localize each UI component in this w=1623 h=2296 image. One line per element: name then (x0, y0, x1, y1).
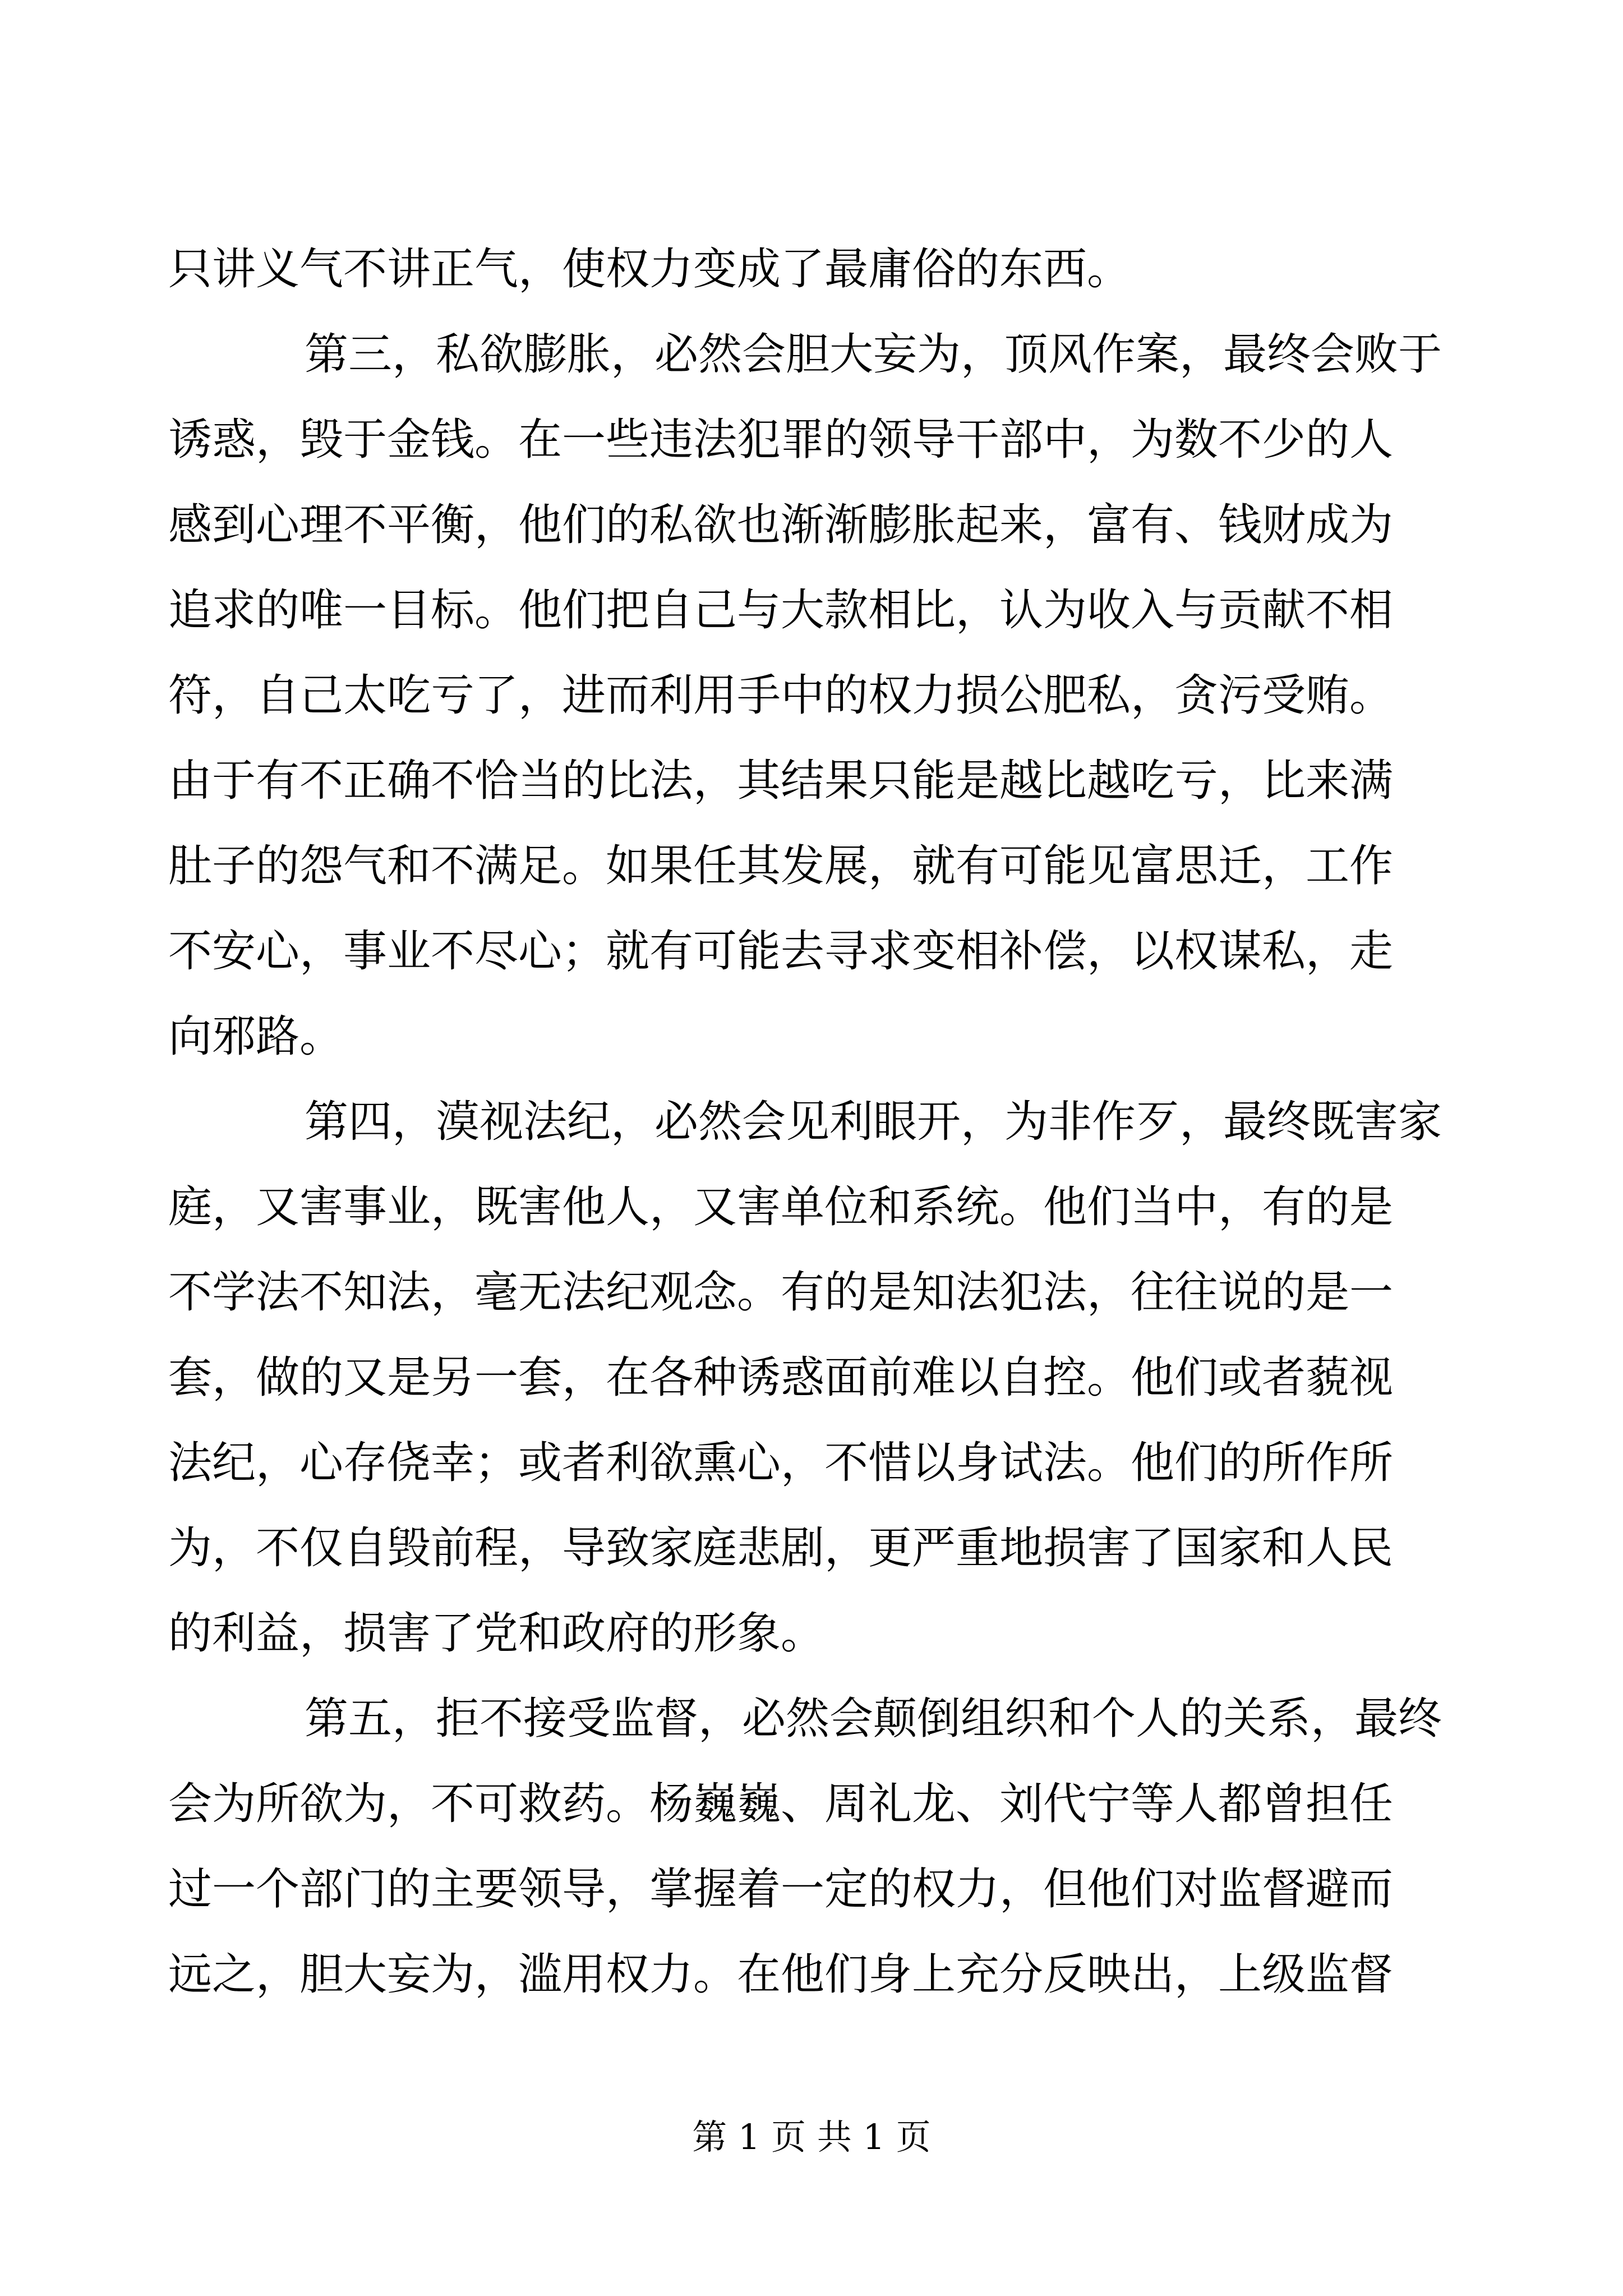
text-line-15: 法纪，心存侥幸；或者利欲熏心，不惜以身试法。他们的所作所 (168, 1438, 1394, 1488)
text-line-17: 的利益，损害了党和政府的形象。 (168, 1608, 825, 1659)
text-line-4: 感到心理不平衡，他们的私欲也渐渐膨胀起来，富有、钱财成为 (168, 500, 1394, 550)
text-line-3: 诱惑，毁于金钱。在一些违法犯罪的领导干部中，为数不少的人 (168, 415, 1394, 465)
page-number-label: 第 1 页 共 1 页 (692, 2116, 931, 2157)
text-line-21: 远之，胆大妄为，滥用权力。在他们身上充分反映出，上级监督 (168, 1949, 1394, 2000)
text-line-9: 不安心，事业不尽心；就有可能去寻求变相补偿，以权谋私，走 (168, 926, 1394, 977)
text-line-10: 向邪路。 (168, 1011, 344, 1062)
text-line-12: 庭，又害事业，既害他人，又害单位和系统。他们当中，有的是 (168, 1182, 1394, 1232)
text-line-2: 第三，私欲膨胀，必然会胆大妄为，顶风作案，最终会败于 (305, 329, 1442, 380)
text-line-1: 只讲义气不讲正气，使权力变成了最庸俗的东西。 (168, 244, 1131, 295)
text-line-18: 第五，拒不接受监督，必然会颠倒组织和个人的关系，最终 (305, 1694, 1442, 1744)
text-line-8: 肚子的怨气和不满足。如果任其发展，就有可能见富思迁，工作 (168, 841, 1394, 891)
text-line-5: 追求的唯一目标。他们把自己与大款相比，认为收入与贡献不相 (168, 585, 1394, 636)
text-line-20: 过一个部门的主要领导，掌握着一定的权力，但他们对监督避而 (168, 1864, 1394, 1915)
text-line-11: 第四，漠视法纪，必然会见利眼开，为非作歹，最终既害家 (305, 1097, 1442, 1147)
text-line-19: 会为所欲为，不可救药。杨巍巍、周礼龙、刘代宁等人都曾担任 (168, 1779, 1394, 1829)
page-footer (0, 2115, 1623, 2160)
text-line-14: 套，做的又是另一套，在各种诱惑面前难以自控。他们或者藐视 (168, 1352, 1394, 1403)
text-line-7: 由于有不正确不恰当的比法，其结果只能是越比越吃亏，比来满 (168, 756, 1394, 806)
text-line-13: 不学法不知法，毫无法纪观念。有的是知法犯法，往往说的是一 (168, 1267, 1394, 1318)
text-line-16: 为，不仅自毁前程，导致家庭悲剧，更严重地损害了国家和人民 (168, 1523, 1394, 1573)
text-line-6: 符，自己太吃亏了，进而利用手中的权力损公肥私，贪污受贿。 (168, 670, 1394, 721)
